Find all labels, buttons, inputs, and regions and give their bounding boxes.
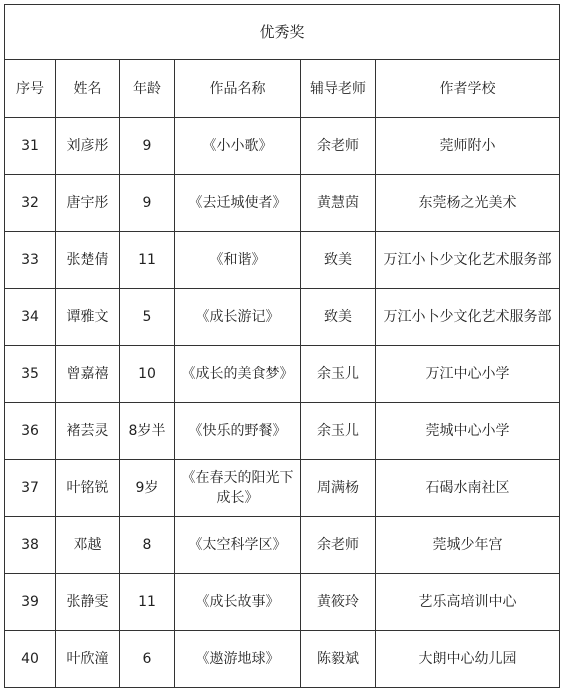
cell-teacher: 致美 xyxy=(301,289,376,346)
header-teacher: 辅导老师 xyxy=(301,60,376,118)
header-age: 年龄 xyxy=(120,60,175,118)
cell-age: 11 xyxy=(120,232,175,289)
cell-name: 邓越 xyxy=(56,517,120,574)
award-table xyxy=(4,4,560,688)
table-row xyxy=(5,175,560,232)
cell-work-title: 《去迁城使者》 xyxy=(175,175,301,232)
cell-index: 40 xyxy=(5,631,56,688)
table-row xyxy=(5,118,560,175)
cell-work-title: 《太空科学区》 xyxy=(175,517,301,574)
table-row xyxy=(5,232,560,289)
cell-teacher: 余玉儿 xyxy=(301,346,376,403)
cell-name: 张静雯 xyxy=(56,574,120,631)
cell-work-title: 《成长的美食梦》 xyxy=(175,346,301,403)
cell-school: 莞城中心小学 xyxy=(376,403,560,460)
cell-work-title: 《成长游记》 xyxy=(175,289,301,346)
header-row xyxy=(5,60,560,118)
table-row xyxy=(5,631,560,688)
cell-age: 10 xyxy=(120,346,175,403)
table-row xyxy=(5,460,560,517)
cell-index: 31 xyxy=(5,118,56,175)
cell-teacher: 致美 xyxy=(301,232,376,289)
cell-age: 5 xyxy=(120,289,175,346)
header-index: 序号 xyxy=(5,60,56,118)
table-row xyxy=(5,574,560,631)
cell-work-title: 《成长故事》 xyxy=(175,574,301,631)
cell-age: 9岁 xyxy=(120,460,175,517)
cell-name: 叶欣潼 xyxy=(56,631,120,688)
cell-age: 9 xyxy=(120,175,175,232)
cell-school: 莞城少年宫 xyxy=(376,517,560,574)
cell-index: 37 xyxy=(5,460,56,517)
cell-name: 叶铭锐 xyxy=(56,460,120,517)
cell-name: 刘彦彤 xyxy=(56,118,120,175)
table-row xyxy=(5,289,560,346)
cell-age: 9 xyxy=(120,118,175,175)
cell-index: 35 xyxy=(5,346,56,403)
cell-teacher: 周满杨 xyxy=(301,460,376,517)
header-school: 作者学校 xyxy=(376,60,560,118)
cell-name: 张楚倩 xyxy=(56,232,120,289)
cell-teacher: 陈毅斌 xyxy=(301,631,376,688)
cell-name: 褚芸灵 xyxy=(56,403,120,460)
header-name: 姓名 xyxy=(56,60,120,118)
cell-index: 38 xyxy=(5,517,56,574)
cell-index: 39 xyxy=(5,574,56,631)
cell-school: 万江中心小学 xyxy=(376,346,560,403)
cell-teacher: 余玉儿 xyxy=(301,403,376,460)
cell-school: 万江小卜少文化艺术服务部 xyxy=(376,289,560,346)
cell-work-title: 《遨游地球》 xyxy=(175,631,301,688)
table-row xyxy=(5,517,560,574)
cell-teacher: 黄慧茵 xyxy=(301,175,376,232)
table-row xyxy=(5,403,560,460)
cell-school: 万江小卜少文化艺术服务部 xyxy=(376,232,560,289)
cell-teacher: 余老师 xyxy=(301,118,376,175)
cell-teacher: 黄筱玲 xyxy=(301,574,376,631)
cell-teacher: 余老师 xyxy=(301,517,376,574)
cell-index: 34 xyxy=(5,289,56,346)
cell-work-title: 《在春天的阳光下成长》 xyxy=(175,460,301,517)
cell-age: 6 xyxy=(120,631,175,688)
cell-school: 艺乐高培训中心 xyxy=(376,574,560,631)
cell-work-title: 《和谐》 xyxy=(175,232,301,289)
cell-age: 11 xyxy=(120,574,175,631)
table-row xyxy=(5,346,560,403)
cell-index: 33 xyxy=(5,232,56,289)
cell-school: 大朗中心幼儿园 xyxy=(376,631,560,688)
cell-work-title: 《快乐的野餐》 xyxy=(175,403,301,460)
table-title: 优秀奖 xyxy=(5,5,560,60)
cell-name: 谭雅文 xyxy=(56,289,120,346)
cell-age: 8 xyxy=(120,517,175,574)
cell-name: 曾嘉禧 xyxy=(56,346,120,403)
cell-name: 唐宇彤 xyxy=(56,175,120,232)
cell-index: 32 xyxy=(5,175,56,232)
cell-age: 8岁半 xyxy=(120,403,175,460)
cell-school: 莞师附小 xyxy=(376,118,560,175)
cell-work-title: 《小小歌》 xyxy=(175,118,301,175)
header-work-title: 作品名称 xyxy=(175,60,301,118)
cell-index: 36 xyxy=(5,403,56,460)
cell-school: 东莞杨之光美术 xyxy=(376,175,560,232)
cell-school: 石碣水南社区 xyxy=(376,460,560,517)
title-row xyxy=(5,5,560,60)
